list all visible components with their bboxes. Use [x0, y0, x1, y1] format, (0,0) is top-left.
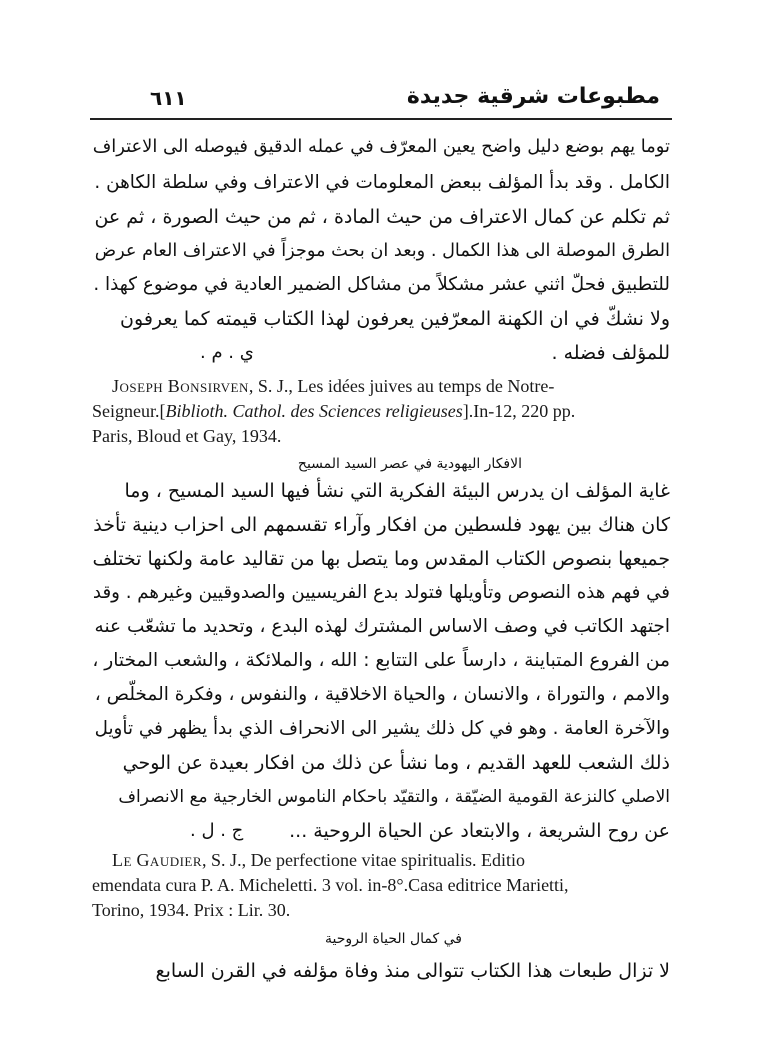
paragraph-line: الاصلي كالنزعة القومية الضيّقة ، والتقيّد باحكام الناموس الخارجية مع الانصراف [118, 787, 670, 807]
page-header [120, 84, 660, 118]
page-number: ٦١١ [150, 86, 187, 110]
reviewer-signature: ي . م . [200, 342, 254, 363]
paragraph-line: الطرق الموصلة الى هذا الكمال . وبعد ان بحث موجزاً في الاعتراف العام عرض [94, 241, 670, 261]
paragraph-line: ذلك الشعب للعهد القديم ، وما نشأ عن ذلك من افكار بعيدة عن الوحي [122, 752, 670, 774]
paragraph-line: عن روح الشريعة ، والابتعاد عن الحياة الروحية ... [289, 820, 670, 842]
bib-line-1 [112, 374, 554, 398]
author-first-name: Le [112, 850, 132, 870]
series-name: Biblioth. Cathol. des Sciences religieuses [165, 401, 463, 421]
bib-line-2: emendata cura P. A. Micheletti. 3 vol. in-8°.Casa editrice Marietti, [92, 875, 569, 895]
author-first-name: Joseph [112, 376, 164, 396]
running-title: مطبوعات شرقية جديدة [406, 84, 660, 109]
review-caption: في كمال الحياة الروحية [325, 931, 462, 947]
paragraph-line: توما يهم بوضع دليل واضح يعين المعرّف في عمله الدقيق فيوصله الى الاعتراف [92, 136, 670, 157]
paragraph-line: والآخرة العامة . وهو في كل ذلك يشير الى الانحراف الذي بدأ يظهر في تأويل [94, 718, 670, 739]
paragraph-line: للتطبيق فحلّ اثني عشر مشكلاً من مشاكل الضمير العادية في موضوع كهذا . [93, 274, 670, 295]
paragraph-line: من الفروع المتباينة ، دارساً على التتابع : الله ، والملائكة ، والشعب المختار ، [92, 650, 670, 671]
book-title: De perfectione vitae spiritualis. Editio [246, 850, 525, 870]
review-caption: الافكار اليهودية في عصر السيد المسيح [297, 456, 522, 472]
author-last-name: Gaudier [136, 850, 203, 870]
paragraph-line: جميعها بنصوص الكتاب المقدس وما يتصل بها من تقاليد عامة ولكنها تختلف [92, 548, 670, 570]
author-last-name: Bonsirven [167, 376, 249, 396]
paragraph-line: الكامل . وقد بدأ المؤلف ببعض المعلومات في الاعتراف وفي سلطة الكاهن . [94, 172, 670, 193]
author-suffix: , S. J., [248, 376, 293, 396]
paragraph-line: غاية المؤلف ان يدرس البيئة الفكرية التي نشأ فيها السيد المسيح ، وما [124, 480, 670, 502]
paragraph-line: والامم ، والتوراة ، والانسان ، والحياة الاخلاقية ، والنفوس ، وفكرة المخلّص ، [94, 684, 670, 705]
author-suffix: , S. J., [202, 850, 247, 870]
bib-line-2: Seigneur.[Biblioth. Cathol. des Sciences religieuses].In-12, 220 pp. [92, 401, 576, 421]
paragraph-line: كان هناك بين يهود فلسطين من افكار وآراء تقسمهم الى احزاب دينية تأخذ [93, 514, 670, 536]
header-rule [90, 118, 672, 120]
paragraph-line: اجتهد الكاتب في وصف الاساس المشترك لهذه البدع ، وتحديد ما تشعّب عنه [94, 616, 670, 637]
bib-line-3: Torino, 1934. Prix : Lir. 30. [92, 900, 291, 920]
book-title: Les idées juives au temps de Notre- [292, 376, 555, 396]
paragraph-line: لا تزال طبعات هذا الكتاب تتوالى منذ وفاة مؤلفه في القرن السابع [155, 960, 670, 982]
paragraph-line: ثم تكلم عن كمال الاعتراف من حيث المادة ، ثم من حيث الصورة ، ثم عن [94, 206, 670, 228]
bib-line-1 [112, 848, 525, 872]
paragraph-line: للمؤلف فضله . [551, 342, 670, 364]
paragraph-line: ولا نشكّ في ان الكهنة المعرّفين يعرفون لهذا الكتاب قيمته كما يعرفون [120, 308, 670, 330]
book-format: In-12, 220 pp. [473, 401, 576, 421]
paragraph-line: في فهم هذه النصوص وتأويلها فتولد بدع الفريسيين والصدوقيين وغيرهم . وقد [92, 582, 670, 603]
bib-line-3: Paris, Bloud et Gay, 1934. [92, 426, 282, 446]
reviewer-signature: ج . ل . [190, 820, 244, 841]
book-title-cont: Seigneur. [92, 401, 160, 421]
